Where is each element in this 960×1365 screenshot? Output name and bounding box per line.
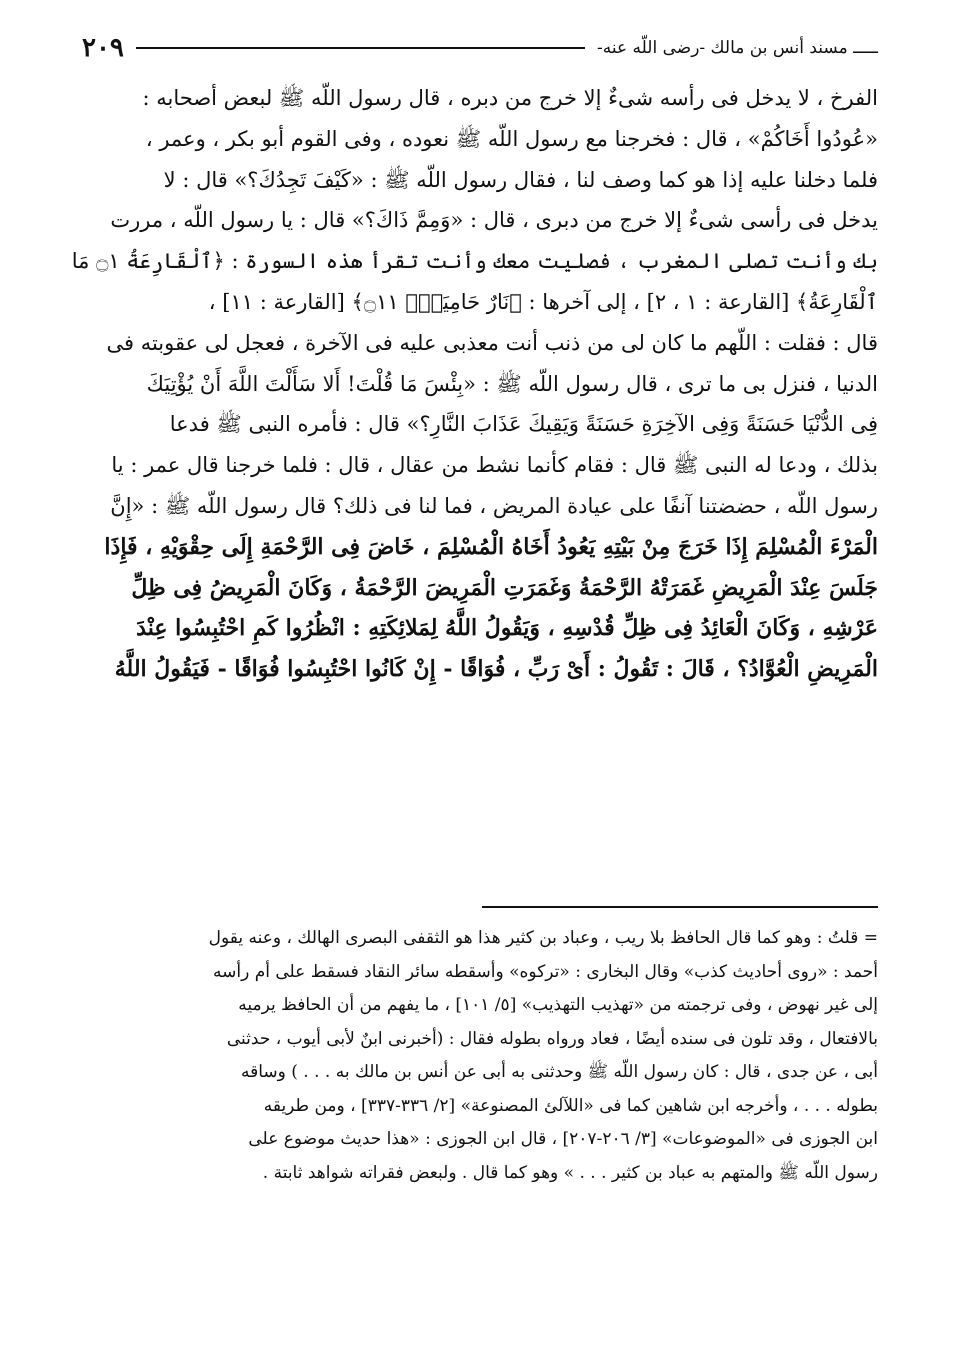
hadith-text-line: عَرْشِهِ ، وَكَانَ الْعَائِدُ فِى ظِلِّ قُدْسِهِ ، وَيَقُولُ اللَّهُ لِمَلائِكَتِهِ : انْظُرُوا كَمِ احْتُبِسُوا عِنْدَ [136,615,878,642]
footnote-line: إلى غير نهوض ، وفى ترجمته من «تهذيب التهذيب» [٥/ ١٠١] ، ما يفهم من أن الحافظ يرميه [238,995,878,1015]
footnote-line: أبى ، عن جدى ، قال : كان رسول اللّه ﷺ وحدثنى به أبى عن أنس بن مالك به . . . ) وساقه [240,1062,878,1082]
hadith-text-line: الْمَرْءَ الْمُسْلِمَ إِذَا خَرَجَ مِنْ بَيْتِهِ يَعُودُ أَخَاهُ الْمُسْلِمَ ، خَاضَ فِى الرَّحْمَةِ إِلَى حِقْوَيْهِ ، فَإِذَا [104,533,878,560]
footnote-line: أحمد : «روى أحاديث كذب» وقال البخارى : «تركوه» وأسقطه سائر النقاد فسقط على أم رأسه [213,961,878,982]
footnote-line: بالافتعال ، وقد تلون فى سنده أيضًا ، فعاد ورواه بطوله فقال : (أخبرنى ابنٌ لأبى أيوب ، حدثنى [226,1028,878,1049]
main-text-line: «عُودُوا أَخَاكُمْ» ، قال : فخرجنا مع رسول اللّه ﷺ نعوده ، وفى القوم أبو بكر ، وعمر ، [145,126,878,151]
footnote-line: ابن الجوزى فى «الموضوعات» [٣/ ٢٠٦-٢٠٧] ، قال ابن الجوزى : «هذا حديث موضوع على [248,1129,878,1149]
footnotes [82,922,878,1190]
main-text-line: الدنيا ، فنزل بى ما ترى ، قال رسول اللّه ﷺ : «بِئْسَ مَا قُلْتَ! أَلا سَأَلْتَ اللَّهَ أَنْ يُؤْتِيَكَ [146,371,878,396]
footnote-line: = قلتُ : وهو كما قال الحافظ بلا ريب ، وعباد بن كثير هذا هو الثقفى البصرى الهالك ، وعنه يقول [208,928,878,948]
main-text-line: فلما دخلنا عليه إذا هو كما وصف لنا ، فقال رسول اللّه ﷺ : «كَيْفَ تَجِدُكَ؟» قال : لا [163,167,878,192]
footnote-line: رسول اللّه ﷺ والمتهم به عباد بن كثير . . . » وهو كما قال . ولبعض فقراته شواهد ثابتة . [262,1162,878,1183]
main-text-body [71,78,878,690]
main-text-line: الفرخ ، لا يدخل فى رأسه شىءٌ إلا خرج من دبره ، قال رسول اللّه ﷺ لبعض أصحابه : [142,86,878,110]
hadith-text-line: جَلَسَ عِنْدَ الْمَرِيضِ غَمَرَتْهُ الرَّحْمَةُ وَغَمَرَتِ الْمَرِيضَ الرَّحْمَةُ ، وَكَانَ الْمَرِيضُ فِى ظِلِّ [131,574,878,601]
running-header [82,28,878,68]
footnote-separator [482,906,878,908]
main-text-line: فِى الدُّنْيَا حَسَنَةً وَفِى الآخِرَةِ حَسَنَةً وَيَقِيكَ عَذَابَ النَّارِ؟» قال : فأمره النبى ﷺ فدعا [169,412,878,437]
main-text-line: رسول اللّه ، حضضتنا آنفًا على عيادة المريض ، فما لنا فى ذلك؟ قال رسول اللّه ﷺ : «إِنَّ [110,493,878,518]
header-rule [136,47,585,49]
main-text-line: ٱلْقَارِعَةُ﴾ [القارعة : ١ ، ٢] ، إلى آخرها : ﴿نَارٌ حَامِيَةٌۢ ۝١١﴾ [القارعة : ١١] ، [208,289,878,314]
footnote-line: بطوله . . . ، وأخرجه ابن شاهين كما فى «اللآلئ المصنوعة» [٢/ ٣٣٦-٣٣٧] ، ومن طريقه [263,1095,878,1116]
hadith-text-line: الْمَرِيضِ الْعُوَّادُ؟ ، قَالَ : تَقُولُ : أَىْ رَبِّ ، فُوَاقًا - إِنْ كَانُوا احْتُبِسُوا فُوَاقًا - فَيَقُولُ اللَّهُ [114,656,878,683]
main-text-line: يدخل فى رأسى شىءٌ إلا خرج من دبرى ، قال : «وَمِمَّ ذَاكَ؟» قال : يا رسول اللّه ، مررت [110,208,878,233]
page-number: ٢٠٩ [82,33,124,63]
header-title: ـــــ مسند أنس بن مالك -رضى اللّه عنه- [597,38,878,58]
main-text-line: قال : فقلت : اللّهم ما كان لى من ذنب أنت معذبى عليه فى الآخرة ، فعجل لى عقوبته فى [106,330,878,355]
main-text-line: بك وأنت تصلى المغرب ، فصليت معك وأنت تقرأ هذه السورة : ﴿ٱلْقَارِعَةُ ۝١ مَا [71,249,878,274]
main-text-line: بذلك ، ودعا له النبى ﷺ قال : فقام كأنما نشط من عقال ، قال : فلما خرجنا قال عمر : يا [111,453,878,478]
